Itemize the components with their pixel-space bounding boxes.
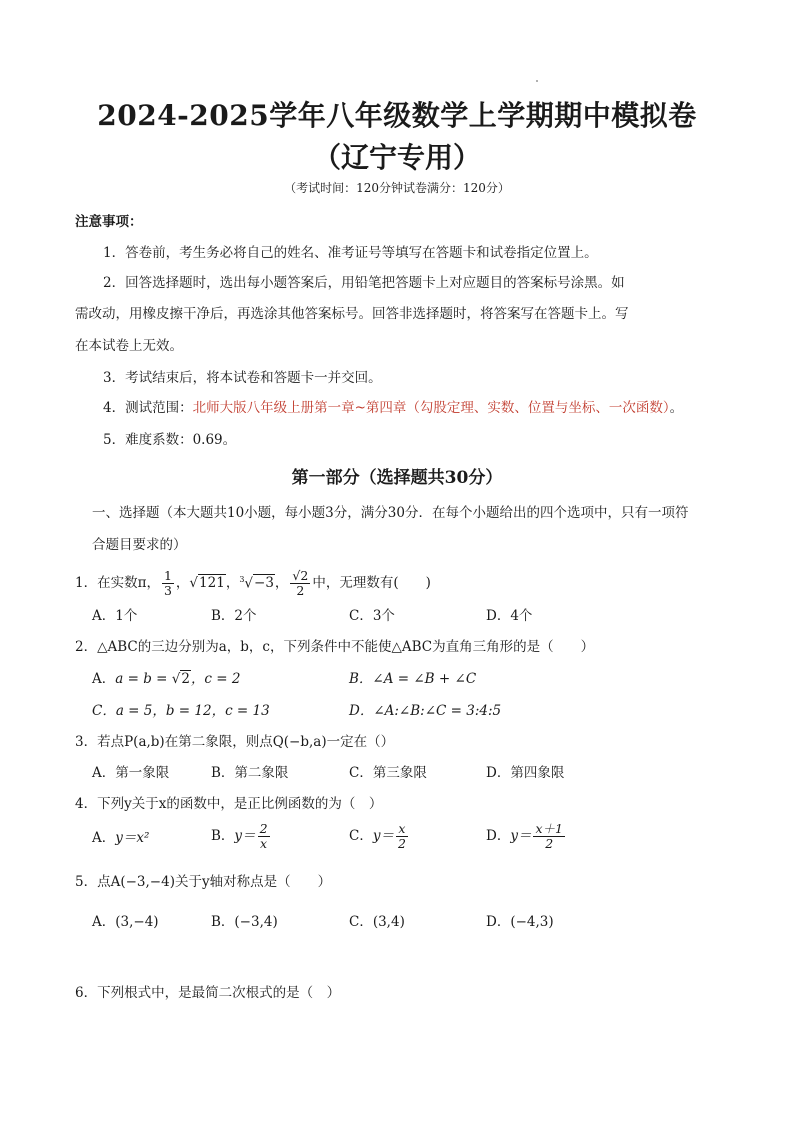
q5-option-d: D．(−4,3) <box>486 914 554 930</box>
q1-f2-num-radicand: 2 <box>300 568 309 583</box>
q4-c-label: C． <box>349 828 373 844</box>
q4-d-label: D． <box>486 828 511 844</box>
q4-d-num: x＋1 <box>535 821 563 836</box>
note-2-line-3: 在本试卷上无效。 <box>75 338 183 354</box>
question-2-stem: 2．△ABC的三边分别为a，b，c，下列条件中不能使△ABC为直角三角形的是（ ） <box>75 639 595 655</box>
exam-title: 2024-2025学年八年级数学上学期期中模拟卷 <box>97 99 697 132</box>
q2-a-sqrt: √2 <box>171 671 190 687</box>
note-4 <box>103 398 683 418</box>
note-4-suffix: 。 <box>669 400 684 416</box>
q1-f2-den: 2 <box>296 583 305 598</box>
q2-a-tail: ，c = 2 <box>190 671 241 687</box>
q4-b-label: B． <box>211 828 235 844</box>
note-4-prefix: 4．测试范围： <box>103 400 193 416</box>
question-5-stem: 5．点A(−3,−4)关于y轴对称点是（ ） <box>75 874 332 890</box>
q4-c-fraction <box>396 822 408 851</box>
q1-cbrt-index: 3 <box>239 574 245 584</box>
notes-heading: 注意事项： <box>75 214 143 230</box>
q5-option-b: B．(−3,4) <box>211 914 278 930</box>
question-6-stem: 6．下列根式中，是最简二次根式的是（ ） <box>75 985 341 1001</box>
q1-f2-num: √2 <box>292 568 309 583</box>
q5-option-c: C．(3,4) <box>349 914 405 930</box>
q4-b-den: x <box>260 836 268 851</box>
q1-sqrt121-radicand: 121 <box>199 575 225 591</box>
q2-a-radicand: 2 <box>181 671 190 687</box>
q4-d-pre: y＝ <box>510 828 532 844</box>
q4-b-pre: y＝ <box>234 828 256 844</box>
note-2-line-1: 2．回答选择题时，选出每小题答案后，用铅笔把答题卡上对应题目的答案标号涂黑。如 <box>103 275 625 291</box>
q4-b-num: 2 <box>259 821 268 836</box>
q1-f1-den: 3 <box>163 583 172 598</box>
q4-a-expr: y＝x² <box>115 830 150 846</box>
exam-info: （考试时间：120分钟试卷满分：120分） <box>284 181 510 195</box>
q2-option-d: D．∠A:∠B:∠C = 3:4:5 <box>349 703 502 719</box>
q2-option-b: B．∠A = ∠B + ∠C <box>349 671 477 687</box>
q3-option-a: A．第一象限 <box>92 765 170 781</box>
q4-c-num: x <box>396 822 408 837</box>
question-1-stem <box>75 569 431 598</box>
q1-cbrt-radicand: −3 <box>254 575 274 591</box>
q3-option-c: C．第三象限 <box>349 765 427 781</box>
q2-a-label: A． <box>92 671 116 687</box>
q1-sqrt-121: √121 <box>189 575 225 591</box>
q4-option-d <box>486 822 567 851</box>
note-4-range: 北师大版八年级上册第一章~第四章（勾股定理、实数、位置与坐标、一次函数） <box>192 400 670 416</box>
note-2-line-2: 需改动，用橡皮擦干净后，再选涂其他答案标号。回答非选择题时，将答案写在答题卡上。写 <box>75 306 629 322</box>
note-3: 3．考试结束后，将本试卷和答题卡一并交回。 <box>103 370 382 386</box>
q3-option-d: D．第四象限 <box>486 765 565 781</box>
q2-option-a <box>92 669 240 689</box>
decorative-dot <box>536 80 538 82</box>
q4-d-den: 2 <box>545 836 554 851</box>
q1-sep-2: ， <box>225 575 240 591</box>
q4-option-b <box>211 822 272 851</box>
q1-fraction-one-third <box>162 569 174 598</box>
q1-option-d: D．4个 <box>486 608 533 624</box>
q1-option-c: C．3个 <box>349 608 395 624</box>
q4-d-fraction <box>533 822 565 851</box>
q4-b-fraction <box>258 822 270 851</box>
question-3-stem: 3．若点P(a,b)在第二象限，则点Q(−b,a)一定在（） <box>75 734 395 750</box>
section-title: 第一部分（选择题共30分） <box>291 468 503 488</box>
q2-a-expr: a = b = <box>115 671 172 687</box>
q4-c-den: 2 <box>397 836 406 851</box>
section-intro-line-2: 合题目要求的） <box>92 537 187 553</box>
question-4-stem: 4．下列y关于x的函数中，是正比例函数的为（ ） <box>75 796 383 812</box>
q4-c-pre: y＝ <box>372 828 394 844</box>
q1-sep-3: ， <box>274 575 289 591</box>
q2-option-c: C．a = 5，b = 12，c = 13 <box>92 703 270 719</box>
section-intro-line-1: 一、选择题（本大题共10小题，每小题3分，满分30分．在每个小题给出的四个选项中，只有一项符 <box>92 505 689 521</box>
q1-prefix: 1．在实数π， <box>75 575 160 591</box>
q1-cbrt: $^3$√−3 <box>239 574 274 591</box>
q5-option-a: A．(3,−4) <box>92 914 159 930</box>
exam-region: （辽宁专用） <box>312 141 481 174</box>
q1-option-b: B．2个 <box>211 608 257 624</box>
q1-sep-1: ， <box>175 575 190 591</box>
note-1: 1．答卷前，考生务必将自己的姓名、准考证号等填写在答题卡和试卷指定位置上。 <box>103 245 598 261</box>
q4-a-label: A． <box>92 830 116 846</box>
q3-option-b: B．第二象限 <box>211 765 289 781</box>
q4-option-a <box>92 828 149 848</box>
q1-suffix: 中，无理数有( ) <box>312 575 431 591</box>
q1-fraction-sqrt2-over-2 <box>290 569 310 598</box>
q1-option-a: A．1个 <box>92 608 138 624</box>
q1-f1-num: 1 <box>163 568 172 583</box>
note-5: 5．难度系数：0.69。 <box>103 432 237 448</box>
q4-option-c <box>349 822 410 851</box>
